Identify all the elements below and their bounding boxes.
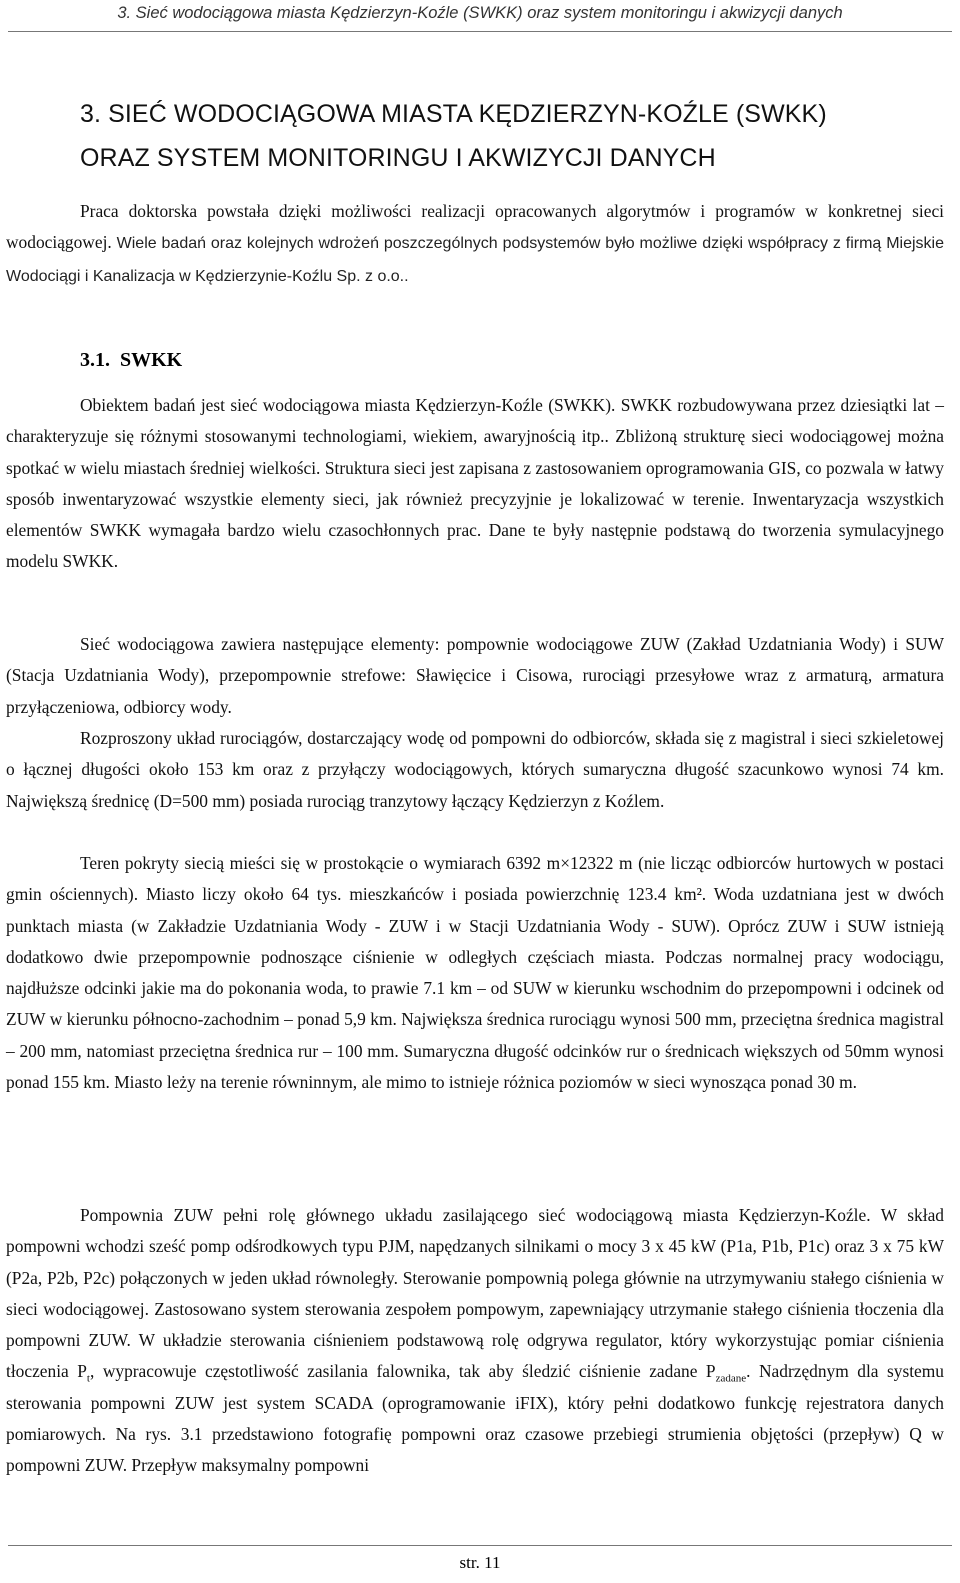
- header-divider: [8, 31, 952, 32]
- intro-text-sans: Wiele badań oraz kolejnych wdrożeń poszczególnych podsystemów było możliwe dzięki współpracy z firmą Miejskie Wodociągi i Kanalizacja w Kędzierzynie-Koźlu Sp. z o.o..: [6, 235, 944, 285]
- subscript-zadane: zadane: [715, 1372, 747, 1385]
- intro-paragraph: [6, 196, 944, 292]
- paragraph-zuw-pumping-station: [6, 1200, 944, 1482]
- paragraph-network-elements: Sieć wodociągowa zawiera następujące elementy: pompownie wodociągowe ZUW (Zakład Uzdatniania Wody) i SUW (Stacja Uzdatniania Wody), przepompownie strefowe: Sławięcice i Cisowa, rurociągi przesyłowe wraz z armaturą, armatura przyłączeniowa, odbiorcy wody.: [6, 634, 944, 717]
- running-header: 3. Sieć wodociągowa miasta Kędzierzyn-Koźle (SWKK) oraz system monitoringu i akwizycji danych: [117, 4, 843, 22]
- paragraph-research-object: Obiektem badań jest sieć wodociągowa miasta Kędzierzyn-Koźle (SWKK). SWKK rozbudowywana przez dziesiątki lat – charakteryzuje się różnymi stosowanymi technologiami, wiekiem, awaryjnością itp.. Zbliżoną strukturę sieci wodociągowej można spotkać w wielu miastach średniej wielkości. Struktura sieci jest zapisana z zastosowaniem oprogramowania GIS, co pozwala w łatwy sposób inwentaryzować wszystkie elementy sieci, jak również precyzyjnie je lokalizować w terenie. Inwentaryzacja wszystkich elementów SWKK wymagała bardzo wielu czasochłonnych prac. Dane te były następnie podstawą do tworzenia symulacyjnego modelu SWKK.: [6, 395, 944, 572]
- footer-divider: [8, 1545, 952, 1546]
- subscript-t: t: [86, 1372, 90, 1385]
- p6-text-c: . Nadrzędnym dla systemu sterowania pompowni ZUW jest system SCADA (oprogramowanie iFIX), który pełni dodatkowo funkcję rejestratora danych pomiarowych. Na rys. 3.1 przedstawiono fotografię pompowni oraz czasowe przebiegi strumienia objętości (przepływ) Q w pompowni ZUW. Przepływ maksymalny pompowni: [6, 1361, 944, 1476]
- section-heading: [80, 343, 182, 377]
- section-number: 3.1.: [80, 349, 110, 371]
- paragraph-pipe-system: Rozproszony układ rurociągów, dostarczający wodę od pompowni do odbiorców, składa się z magistral i sieci szkieletowej o łącznej długości około 153 km oraz z przyłączy wodociągowych, których sumaryczna długość szacunkowo wynosi 74 km. Największą średnicę (D=500 mm) posiada rurociąg tranzytowy łączący Kędzierzyn z Koźlem.: [6, 728, 944, 811]
- intro-text-serif: Praca doktorska powstała dzięki możliwości realizacji opracowanych algorytmów i programów w konkretnej sieci wodociągowej.: [6, 201, 944, 253]
- chapter-title: [80, 92, 950, 180]
- paragraph-area-description: Teren pokryty siecią mieści się w prostokącie o wymiarach 6392 m×12322 m (nie licząc odbiorców hurtowych w postaci gmin ościennych). Miasto liczy około 64 tys. mieszkańców i posiada powierzchnię 123.4 km². Woda uzdatniana jest w dwóch punktach miasta (w Zakładzie Uzdatniania Wody - ZUW i w Stacji Uzdatniania Wody - SUW). Oprócz ZUW i SUW istnieją dodatkowo dwie przepompownie podnoszące ciśnienie w odległych częściach miasta. Podczas normalnej pracy wodociągu, najdłuższe odcinki jakie ma do pokonania woda, to prawie 7.1 km – od SUW w kierunku wschodnim do przepompowni i odcinek od ZUW w kierunku północno-zachodnim – ponad 5,9 km. Największa średnica rurociągu wynosi 500 mm, przeciętna średnica magistral – 200 mm, natomiast przeciętna średnica rur – 100 mm. Sumaryczna długość odcinków rur o średnicach większych od 50mm wynosi ponad 155 km. Miasto leży na terenie równinnym, ale mimo to istnieje różnica poziomów w sieci wynosząca ponad 30 m.: [6, 853, 944, 1093]
- chapter-title-line-1: 3. SIEĆ WODOCIĄGOWA MIASTA KĘDZIERZYN-KOŹLE (SWKK): [80, 100, 827, 128]
- page-number: str. 11: [459, 1553, 501, 1572]
- p6-text-a: Pompownia ZUW pełni rolę głównego układu zasilającego sieć wodociągową miasta Kędzierzyn-Koźle. W skład pompowni wchodzi sześć pomp odśrodkowych typu PJM, napędzanych silnikami o mocy 3 x 45 kW (P1a, P1b, P1c) oraz 3 x 75 kW (P2a, P2b, P2c) połączonych w jeden układ równoległy. Sterowanie pompownią polega głównie na utrzymywaniu stałego ciśnienia w sieci wodociągowej. Zastosowano system sterowania zespołem pompowym, zapewniający utrzymanie stałego ciśnienia tłoczenia dla pompowni ZUW. W układzie sterowania ciśnieniem podstawową rolę odgrywa regulator, który wykorzystując pomiar ciśnienia tłoczenia P: [6, 1205, 944, 1382]
- p6-text-b: , wypracowuje częstotliwość zasilania falownika, tak aby śledzić ciśnienie zadane P: [89, 1361, 716, 1382]
- chapter-title-line-2: ORAZ SYSTEM MONITORINGU I AKWIZYCJI DANYCH: [80, 144, 716, 172]
- section-title: SWKK: [120, 349, 183, 371]
